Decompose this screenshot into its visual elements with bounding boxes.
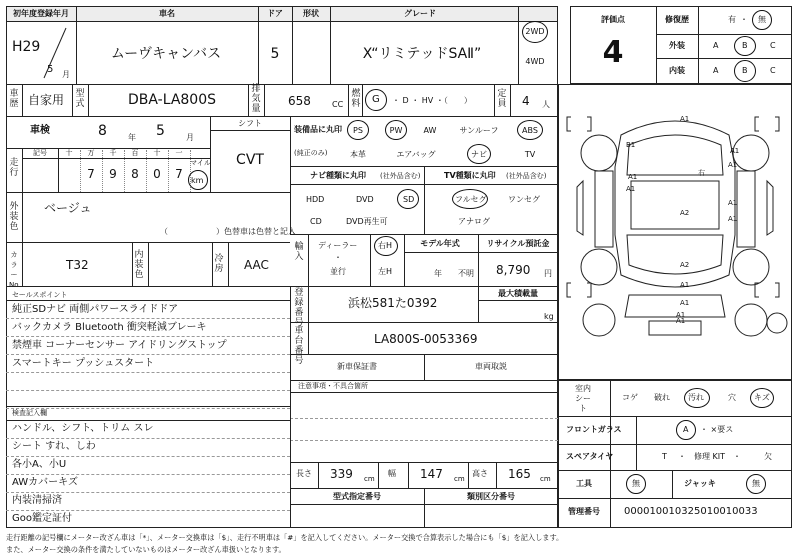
interior-c: C (770, 66, 776, 75)
mile-label: マイル (190, 159, 211, 167)
footer-line1: 走行距離の記号欄にメーター改ざん車は「*」、メーター交換車は「$」、走行不明車は「#」を記入してください。メーター交換で合算表示した場合にも「$」を記入します。 (6, 533, 564, 542)
mileage-digit: 0 (153, 167, 161, 181)
damage-mark: A1 (728, 215, 738, 223)
cc-unit: CC (332, 100, 344, 109)
equip-abs: ABS (522, 126, 538, 135)
inspector-line: シート すれ、しわ (12, 441, 96, 452)
drive-2wd: 2WD (525, 27, 545, 36)
navi-dvd-play: DVD再生可 (346, 217, 388, 226)
load-unit: kg (544, 312, 554, 321)
grade-label: グレード (404, 9, 436, 18)
navi-sub: (社外品含む) (380, 172, 421, 180)
windshield-rest: ・ ×要ス (700, 425, 734, 434)
sheet-kizu: キズ (754, 393, 770, 402)
sheet-yogore: 汚れ (688, 393, 704, 402)
handle-left: 左H (378, 267, 393, 276)
shift-label: シフト (238, 119, 262, 128)
handle-right: 右H (378, 241, 393, 250)
fuel-other: ・ D ・ HV ・（ ） (392, 96, 472, 105)
jack-label: ジャッキ (684, 479, 716, 488)
mileage-digit: 9 (109, 167, 117, 181)
equipment-sub: (純正のみ) (294, 149, 328, 157)
tv-label: TV種類に丸印 (444, 171, 496, 180)
usage: 自家用 (28, 93, 65, 107)
exterior-label: 外装 (669, 41, 685, 50)
model-year-unknown: 不明 (458, 269, 474, 278)
inspection-label: 車検 (30, 125, 50, 136)
sales-points-label: セールスポイント (12, 291, 68, 299)
reg-label: 登録番号 (294, 288, 304, 328)
width-label: 幅 (388, 469, 396, 478)
tv-oneseg: ワンセグ (508, 195, 540, 204)
inspector-line: Goo鑑定証付 (12, 513, 72, 524)
jack-none: 無 (752, 479, 760, 488)
sales-point-line: 純正SDナビ 両側パワースライドドア (12, 304, 179, 315)
inspection-year: 8 (98, 123, 107, 139)
mileage-unit: 万 (87, 149, 95, 157)
inspection-month-unit: 月 (186, 133, 194, 142)
drive-4wd: 4WD (525, 57, 545, 66)
shape-label: 形状 (303, 9, 319, 18)
import-label: 輸入 (294, 242, 304, 262)
spare-label: スペアタイヤ (566, 452, 614, 461)
recycle-value: 8,790 (496, 263, 531, 277)
tools-label: 工具 (576, 479, 592, 488)
interior-sheet-label: 室内シート (575, 384, 591, 413)
sales-point-line: バックカメラ Bluetooth 衝突軽減ブレーキ (12, 322, 207, 333)
damage-mark: A1 (626, 185, 636, 193)
interior-label: 内装 (669, 66, 685, 75)
width-value: 147 (420, 467, 443, 481)
tv-fullseg: フルセグ (455, 195, 487, 204)
mileage-unit: 十 (153, 149, 161, 157)
damage-mark: A2 (680, 209, 690, 217)
model-year-label: モデル年式 (420, 239, 460, 248)
mileage-unit: 百 (131, 149, 139, 157)
equip-ps: PS (353, 126, 363, 135)
mileage-label: 走行 (9, 158, 19, 178)
damage-mark: A1 (728, 161, 738, 169)
spare-t: T (662, 452, 667, 461)
exterior-a: A (713, 41, 719, 50)
mileage-unit: 一 (175, 149, 183, 157)
tv-analog: アナログ (458, 217, 490, 226)
repair-label: 修復歴 (665, 15, 689, 24)
mileage-unit: 十 (65, 149, 73, 157)
windshield-label: フロントガラス (566, 425, 622, 434)
type-designation-label: 型式指定番号 (333, 492, 381, 501)
sheet-ana: 穴 (728, 393, 736, 402)
damage-mark: A2 (680, 261, 690, 269)
shift-value: CVT (236, 152, 264, 168)
equip-navi: ナビ (471, 150, 487, 159)
repair-dot: ・ (740, 15, 748, 24)
interior-color-label: 内装色 (134, 250, 144, 280)
model: DBA-LA800S (128, 92, 217, 108)
mgmt-number: 000010010325010010033 (624, 506, 758, 517)
height-value: 165 (508, 467, 531, 481)
equipment-label: 装備品に丸印 (294, 125, 342, 134)
inspector-line: ハンドル、シフト、トリム スレ (12, 423, 154, 434)
mileage-digit: 7 (175, 167, 183, 181)
interior-a: A (713, 66, 719, 75)
mgmt-label: 管理番号 (568, 507, 600, 516)
length-value: 339 (330, 467, 353, 481)
equip-airbag: エアバッグ (396, 150, 436, 159)
color-note: （ ）色替車は色替と記入 (160, 227, 296, 236)
damage-mark: A1 (728, 199, 738, 207)
score-label: 評価点 (601, 15, 625, 24)
spare-none: 欠 (764, 452, 772, 461)
footer-line2: また、メーター交換の条件を満たしていないものはメーター改ざん車扱いとなります。 (6, 545, 286, 554)
tools-none: 無 (632, 479, 640, 488)
inspector-line: 内装清掃済 (12, 495, 62, 506)
color-code: T32 (66, 258, 89, 272)
repair-no: 無 (758, 15, 766, 24)
length-unit: cm (364, 475, 375, 483)
class-label: 類別区分番号 (467, 492, 515, 501)
capacity-label: 定員 (497, 89, 507, 109)
model-label: 型式 (75, 89, 85, 109)
width-unit: cm (454, 475, 465, 483)
damage-mark: A1 (730, 147, 740, 155)
notes-label: 注意事項・不具合箇所 (298, 382, 368, 390)
ac-value: AAC (244, 258, 269, 272)
equip-tv: TV (524, 150, 536, 159)
inspector-line: 各小A、小U (12, 459, 67, 470)
reg-year: H29 (12, 39, 41, 55)
interior-b: B (742, 66, 748, 75)
reg-number: 浜松581た0392 (348, 296, 438, 310)
equip-aw: AW (423, 126, 437, 135)
ac-label: 冷房 (214, 254, 224, 274)
inspector-label: 検査記入欄 (12, 409, 47, 417)
exterior-c: C (770, 41, 776, 50)
first-reg-label: 初年度登録年月 (13, 9, 69, 18)
color-value: ベージュ (44, 201, 92, 215)
km-label: km (191, 176, 204, 185)
inspection-year-unit: 年 (128, 133, 136, 142)
damage-mark: A1 (676, 311, 686, 319)
fuel-g: G (372, 94, 380, 105)
mileage-digit: 7 (87, 167, 95, 181)
mileage-unit: 千 (109, 149, 117, 157)
model-year-unit: 年 (434, 269, 442, 278)
navi-dvd: DVD (356, 195, 374, 204)
fuel-label: 燃料 (351, 89, 361, 109)
navi-label: ナビ種類に丸印 (310, 171, 366, 180)
windshield-a: A (683, 425, 689, 434)
load-label: 最大積載量 (498, 289, 538, 298)
repair-yes: 有 (728, 15, 736, 24)
spare-kit: ・ 修理 KIT ・ (678, 452, 742, 461)
height-label: 高さ (472, 469, 488, 478)
damage-mark: A1 (680, 281, 690, 289)
inspection-month: 5 (156, 123, 165, 139)
person-unit: 人 (542, 100, 550, 109)
sales-point-line: スマートキー プッシュスタート (12, 358, 155, 369)
reg-month-unit: 月 (62, 70, 70, 79)
equip-pw: PW (389, 126, 403, 135)
navi-hdd: HDD (306, 195, 325, 204)
mileage-digit: 8 (131, 167, 139, 181)
diagram-right-label: 右 (698, 169, 705, 177)
usage-label: 車歴 (9, 89, 19, 109)
damage-mark: A1 (680, 115, 690, 123)
car-diagram (559, 85, 791, 379)
mileage-mark-label: 記号 (33, 149, 47, 157)
height-unit: cm (540, 475, 551, 483)
equip-sunroof: サンルーフ (459, 126, 499, 135)
exterior-b: B (742, 41, 748, 50)
grade: X“リミテッドSAⅡ” (362, 46, 482, 62)
score-value: 4 (602, 35, 624, 70)
import-dot: ・ (334, 253, 342, 262)
damage-mark: A1 (628, 173, 638, 181)
sheet-koge: コゲ (622, 393, 638, 402)
disp-label: 排気量 (251, 84, 261, 114)
sheet-yabure: 破れ (654, 393, 670, 402)
door-label: ドア (267, 9, 283, 18)
recycle-unit: 円 (544, 269, 552, 278)
damage-mark: A1 (680, 299, 690, 307)
doors: 5 (270, 46, 280, 62)
damage-mark: B1 (626, 141, 636, 149)
chassis-label: 車台番号 (294, 326, 304, 366)
damage-mark: A1 (676, 317, 686, 325)
car-name: ムーヴキャンバス (110, 46, 222, 62)
color-label: 外装色 (9, 202, 19, 232)
navi-sd: SD (403, 195, 415, 204)
new-car-warranty: 新車保証書 (337, 362, 377, 371)
car-manual: 車両取説 (475, 362, 507, 371)
capacity: 4 (522, 94, 530, 108)
equip-leather: 本革 (350, 150, 366, 159)
chassis-number: LA800S-0053369 (374, 332, 478, 346)
displacement: 658 (288, 94, 311, 108)
car-name-label: 車名 (159, 9, 175, 18)
tv-sub: (社外品含む) (506, 172, 547, 180)
sales-point-line: 禁煙車 コーナーセンサー アイドリングストップ (12, 340, 227, 351)
reg-month: 5 (47, 64, 54, 75)
import-parallel: 並行 (330, 267, 346, 276)
color-code-label: カラーNo. (9, 251, 21, 289)
recycle-label: リサイクル預託金 (486, 239, 550, 248)
navi-cd: CD (310, 217, 322, 226)
length-label: 長さ (296, 469, 312, 478)
import-dealer: ディーラー (318, 241, 358, 250)
inspector-line: AWカバーキズ (12, 477, 78, 488)
